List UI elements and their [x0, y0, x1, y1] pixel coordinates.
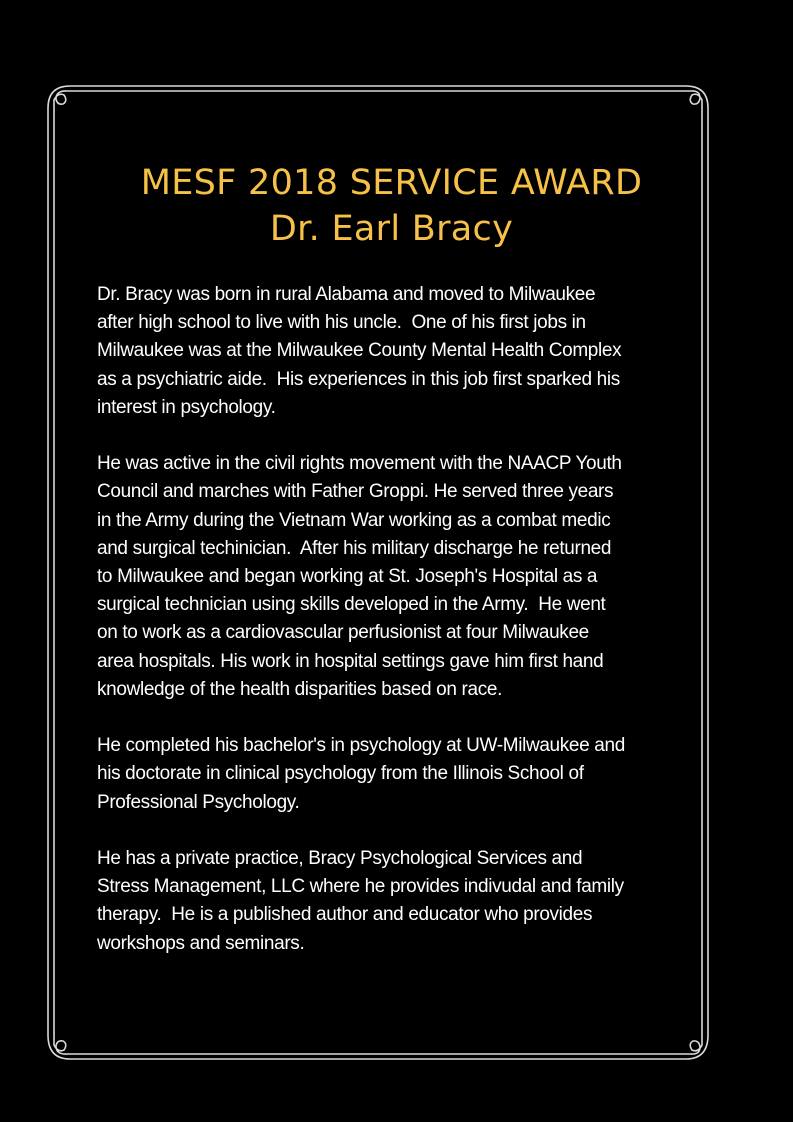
text-line: surgical technician using skills developed in the Army. He went — [97, 594, 606, 616]
text-line: and surgical techinician. After his military discharge he returned — [97, 537, 612, 559]
corner-flourish-bottom-right — [690, 1040, 702, 1054]
text-line: Milwaukee was at the Milwaukee County Mental Health Complex — [97, 340, 622, 362]
award-title: MESF 2018 SERVICE AWARD — [140, 163, 643, 203]
award-heading — [0, 160, 783, 252]
text-line: therapy. He is a published author and educator who provides — [97, 904, 593, 926]
corner-flourish-top-right — [690, 91, 702, 108]
recipient-name: Dr. Earl Bracy — [269, 209, 514, 249]
text-line: Professional Psychology. — [97, 791, 300, 813]
text-line: as a psychiatric aide. His experiences in this job first sparked his — [97, 368, 620, 390]
text-line: He was active in the civil rights movement with the NAACP Youth — [97, 453, 622, 475]
text-line: He has a private practice, Bracy Psychological Services and — [97, 848, 583, 870]
text-line: his doctorate in clinical psychology from the Illinois School of — [97, 763, 584, 785]
corner-flourish-bottom-left — [54, 1040, 68, 1054]
bio-paragraph-practice — [97, 845, 707, 958]
text-line: workshops and seminars. — [97, 932, 305, 954]
bio-paragraph-early-life — [97, 281, 707, 422]
text-line: in the Army during the Vietnam War working as a combat medic — [97, 509, 611, 531]
text-line: Council and marches with Father Groppi. He served three years — [97, 481, 614, 503]
text-line: interest in psychology. — [97, 396, 276, 418]
bio-paragraph-education — [97, 732, 707, 817]
text-line: area hospitals. His work in hospital settings gave him first hand — [97, 650, 604, 672]
text-line: on to work as a cardiovascular perfusionist at four Milwaukee — [97, 622, 589, 644]
text-line: Dr. Bracy was born in rural Alabama and moved to Milwaukee — [97, 284, 596, 305]
text-line: after high school to live with his uncle. One of his first jobs in — [97, 312, 586, 334]
text-line: knowledge of the health disparities based on race. — [97, 678, 502, 700]
text-line: to Milwaukee and began working at St. Joseph's Hospital as a — [97, 566, 598, 588]
biography — [97, 281, 707, 986]
bio-paragraph-career — [97, 450, 707, 704]
text-line: He completed his bachelor's in psychology at UW-Milwaukee and — [97, 735, 625, 757]
corner-flourish-top-left — [54, 91, 68, 108]
text-line: Stress Management, LLC where he provides indivudal and family — [97, 876, 624, 898]
